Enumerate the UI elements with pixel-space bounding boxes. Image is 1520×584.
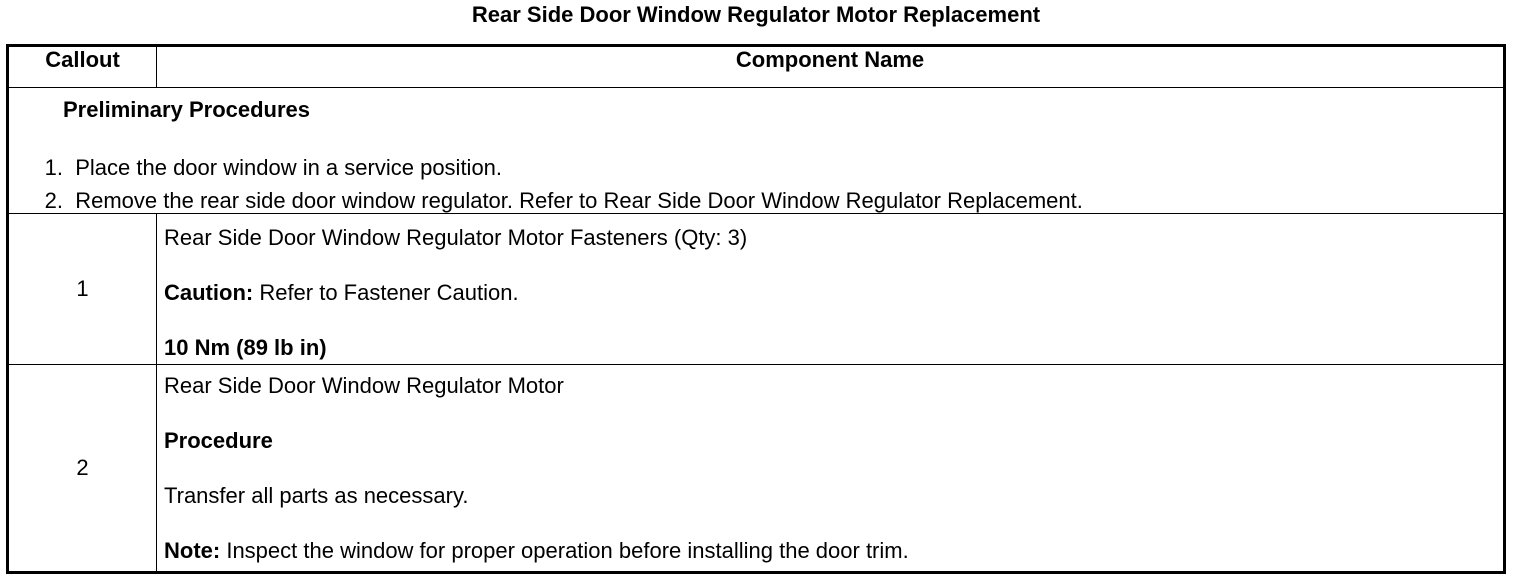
table-row	[8, 365, 1505, 573]
component-name: Rear Side Door Window Regulator Motor Fasteners (Qty: 3)	[164, 225, 748, 250]
torque-spec: 10 Nm (89 lb in)	[164, 335, 327, 360]
table-row	[8, 214, 1505, 365]
step-text: Place the door window in a service position.	[75, 155, 503, 180]
procedure-heading: Procedure	[164, 428, 273, 453]
preliminary-procedures-row	[8, 88, 1505, 214]
component-cell	[157, 214, 1505, 365]
caution-text: Refer to Fastener Caution.	[253, 280, 519, 305]
procedure-text: Transfer all parts as necessary.	[164, 483, 469, 508]
callout-number: 2	[8, 365, 157, 573]
step-number: 1.	[44, 155, 63, 180]
preliminary-procedures-cell	[8, 88, 1505, 214]
note-line	[164, 538, 1503, 564]
list-item	[9, 184, 1083, 217]
note-label: Note:	[164, 538, 221, 563]
table-header-row	[8, 46, 1505, 88]
callout-number: 1	[8, 214, 157, 365]
preliminary-procedures-heading: Preliminary Procedures	[63, 97, 311, 122]
component-name: Rear Side Door Window Regulator Motor	[164, 373, 564, 398]
caution-label: Caution:	[164, 280, 254, 305]
component-name-column-header: Component Name	[157, 46, 1505, 88]
note-text: Inspect the window for proper operation before installing the door trim.	[220, 538, 909, 563]
step-number: 2.	[44, 188, 63, 213]
procedure-table	[6, 44, 1506, 574]
callout-column-header: Callout	[8, 46, 157, 88]
page-title: Rear Side Door Window Regulator Motor Replacement	[471, 2, 1041, 27]
component-cell	[157, 365, 1505, 573]
list-item	[9, 151, 1083, 184]
caution-line	[164, 280, 1503, 306]
step-text: Remove the rear side door window regulator. Refer to Rear Side Door Window Regulator Replacement.	[75, 188, 1083, 213]
preliminary-steps-list	[9, 151, 1083, 217]
